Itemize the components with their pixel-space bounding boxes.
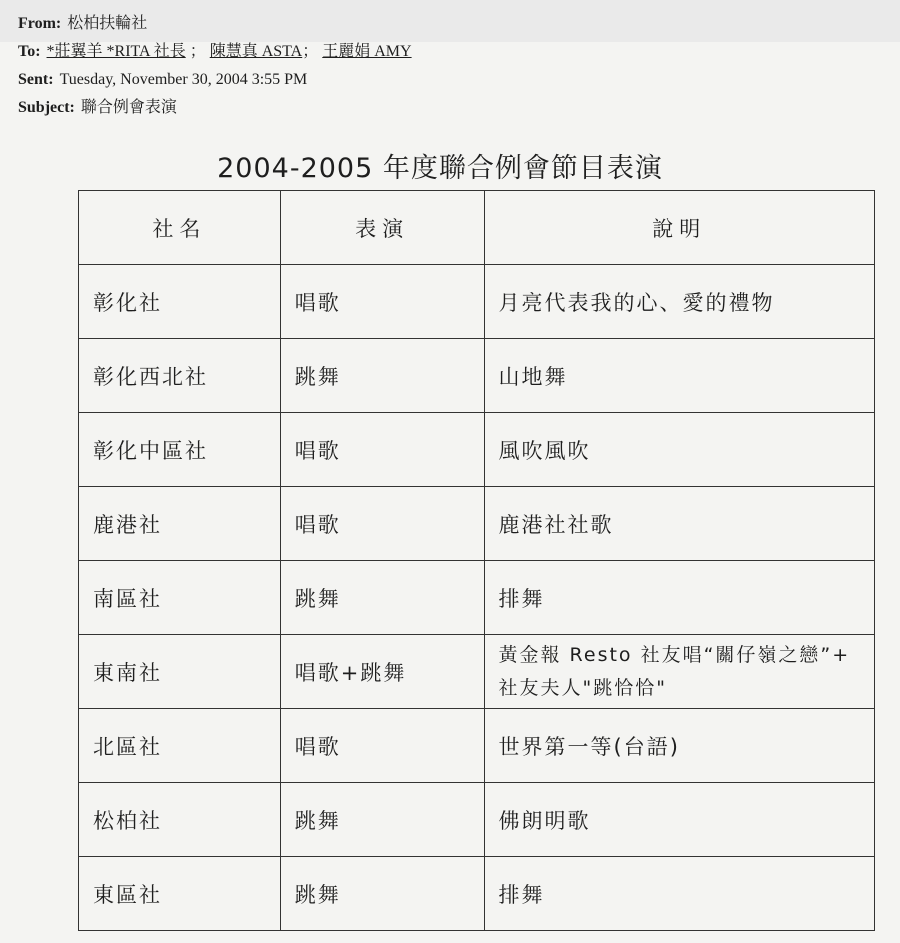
- performance-cell: 唱歌: [280, 709, 484, 783]
- performance-cell: 跳舞: [280, 561, 484, 635]
- sent-label: Sent:: [18, 71, 54, 88]
- table-row: [79, 635, 875, 709]
- table-row: [79, 783, 875, 857]
- description-cell: 黃金報 Resto 社友唱“關仔嶺之戀”+ 社友夫人"跳恰恰": [484, 635, 875, 709]
- to-recipient[interactable]: 王麗娟 AMY: [322, 43, 412, 60]
- description-cell: 風吹風吹: [484, 413, 875, 487]
- email-header: [18, 10, 412, 122]
- club-name-cell: 東南社: [79, 635, 281, 709]
- to-recipient[interactable]: *莊翼羊 *RITA 社長: [46, 43, 186, 60]
- club-name-cell: 北區社: [79, 709, 281, 783]
- from-label: From:: [18, 15, 62, 32]
- club-name-cell: 鹿港社: [79, 487, 281, 561]
- club-name-cell: 南區社: [79, 561, 281, 635]
- to-recipient[interactable]: 陳慧真 ASTA: [209, 43, 303, 60]
- performance-cell: 唱歌+跳舞: [280, 635, 484, 709]
- table-header-row: [79, 191, 875, 265]
- description-cell: 佛朗明歌: [484, 783, 875, 857]
- club-name-cell: 彰化中區社: [79, 413, 281, 487]
- table-row: [79, 561, 875, 635]
- table-row: [79, 487, 875, 561]
- sent-value: Tuesday, November 30, 2004 3:55 PM: [59, 71, 308, 88]
- club-name-cell: 東區社: [79, 857, 281, 931]
- performance-cell: 唱歌: [280, 487, 484, 561]
- club-name-cell: 彰化社: [79, 265, 281, 339]
- description-cell: 世界第一等(台語): [484, 709, 875, 783]
- to-row: [18, 38, 412, 66]
- description-cell: 排舞: [484, 561, 875, 635]
- column-header-description: 說明: [484, 191, 875, 265]
- club-name-cell: 松柏社: [79, 783, 281, 857]
- to-label: To:: [18, 43, 41, 60]
- table-row: [79, 413, 875, 487]
- table-row: [79, 339, 875, 413]
- column-header-performance: 表演: [280, 191, 484, 265]
- description-cell: 山地舞: [484, 339, 875, 413]
- to-separator: ；: [302, 43, 319, 60]
- table-row: [79, 265, 875, 339]
- column-header-club: 社名: [79, 191, 281, 265]
- performance-cell: 跳舞: [280, 339, 484, 413]
- performance-cell: 跳舞: [280, 857, 484, 931]
- table-row: [79, 709, 875, 783]
- description-cell: 排舞: [484, 857, 875, 931]
- document-title: 2004-2005 年度聯合例會節目表演: [217, 153, 663, 184]
- description-cell: 月亮代表我的心、愛的禮物: [484, 265, 875, 339]
- subject-value: 聯合例會表演: [80, 99, 177, 116]
- to-separator: ；: [189, 43, 206, 60]
- table-row: [79, 857, 875, 931]
- program-table: [78, 190, 875, 931]
- performance-cell: 唱歌: [280, 413, 484, 487]
- performance-cell: 跳舞: [280, 783, 484, 857]
- description-cell: 鹿港社社歌: [484, 487, 875, 561]
- club-name-cell: 彰化西北社: [79, 339, 281, 413]
- subject-row: [18, 94, 412, 122]
- from-value: 松柏扶輪社: [67, 15, 148, 32]
- subject-label: Subject:: [18, 99, 75, 116]
- sent-row: [18, 66, 412, 94]
- performance-cell: 唱歌: [280, 265, 484, 339]
- from-row: [18, 10, 412, 38]
